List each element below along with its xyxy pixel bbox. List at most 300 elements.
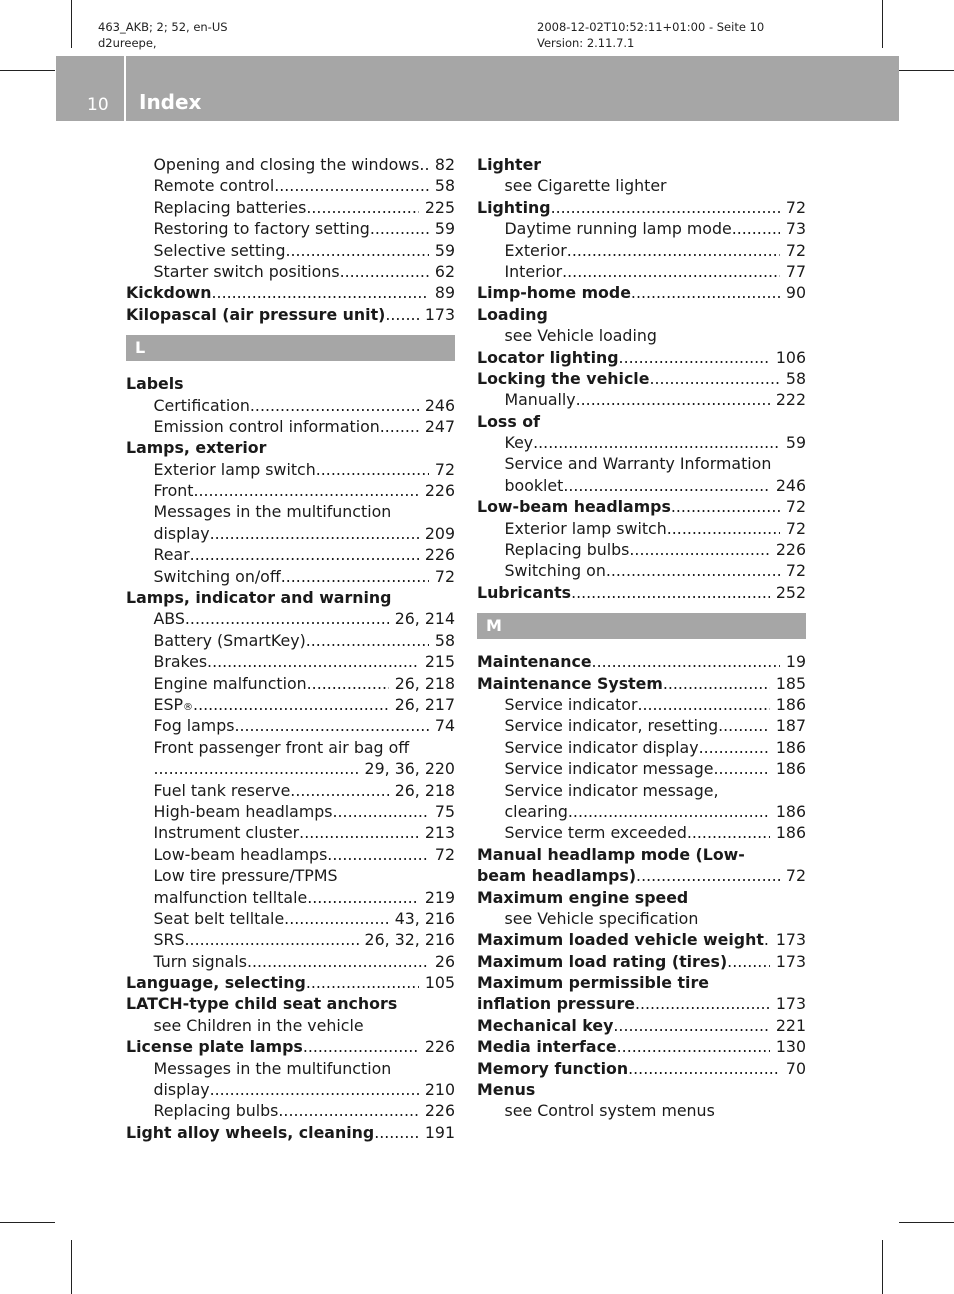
entry-page: 173 [775,951,806,971]
crop-mark [899,1222,954,1223]
meta-line: 2008-12-02T10:52:11+01:00 - Seite 10 [537,20,765,34]
leader-dots [635,993,770,1014]
entry-page: 226 [424,481,455,501]
entry-term: Mechanical key [477,1015,614,1035]
index-entry [477,453,806,474]
index-entry [126,175,455,196]
entry-term: Opening and closing the windows [153,155,420,174]
leader-dots [568,801,770,822]
leader-dots [687,822,770,843]
index-entry [126,801,455,822]
leader-dots [284,908,389,929]
entry-page: 89 [434,283,455,303]
entry-page: 226 [424,1101,455,1121]
leader-dots [234,715,428,736]
entry-page: 106 [775,347,806,367]
index-entry [126,437,455,458]
entry-term: Switching on/off [153,566,281,586]
entry-term: Service indicator message [504,759,714,779]
entry-term: Lighting [477,197,551,217]
index-entry [126,1079,455,1100]
entry-page: 72 [785,197,806,217]
index-entry [477,694,806,715]
index-entry [126,218,455,239]
entry-page: 186 [775,759,806,779]
index-entry [477,218,806,239]
entry-term: Rear [153,545,190,565]
entry-term: Messages in the multifunction [153,1058,392,1078]
index-entry [126,1122,455,1143]
entry-page: 26, 32, 216 [364,930,455,950]
entry-term: Turn signals [153,951,247,971]
index-entry [477,560,806,581]
entry-page: 191 [424,1122,455,1142]
entry-term: display [153,1080,210,1100]
leader-dots [333,801,429,822]
leader-dots [303,1036,419,1057]
entry-term: ABS [153,609,185,629]
index-entry [477,389,806,410]
entry-term: Seat belt telltale [153,908,285,928]
entry-page: 26, 217 [394,694,455,714]
index-entry [477,368,806,389]
section-letter-bar: L [126,335,455,361]
entry-term: see Vehicle specification [504,908,699,928]
entry-term: Language, selecting [126,973,306,993]
index-entry [126,929,455,950]
leader-dots [374,1122,419,1143]
index-entry [477,865,806,886]
index-entry [477,1058,806,1079]
entry-term: see Cigarette lighter [504,176,667,196]
leader-dots [631,282,780,303]
entry-page: 246 [775,475,806,495]
entry-page: 26, 214 [394,609,455,629]
entry-term: Service term exceeded [504,823,687,843]
crop-mark [882,1240,883,1294]
crop-mark [71,1240,72,1294]
index-entry [477,325,806,346]
entry-page: 26, 218 [394,780,455,800]
entry-term: Menus [477,1080,536,1100]
entry-term: Brakes [153,652,208,672]
index-entry [477,475,806,496]
entry-term: ESP [153,694,184,714]
leader-dots [193,694,389,715]
entry-term: Restoring to factory setting [153,219,370,239]
leader-dots [667,518,780,539]
index-entry [477,801,806,822]
entry-term: Loading [477,304,548,324]
entry-term: Starter switch positions [153,261,340,281]
leader-dots [671,496,780,517]
index-entry [126,865,455,886]
index-entry [477,240,806,261]
leader-dots [278,1100,418,1121]
leader-dots [628,1058,780,1079]
entry-page: 90 [785,283,806,303]
entry-term: Lighter [477,155,542,174]
entry-term: Manually [504,390,576,410]
index-entry [126,673,455,694]
index-entry [126,993,455,1014]
leader-dots [247,951,429,972]
entry-term: High-beam headlamps [153,801,333,821]
entry-page: 72 [434,844,455,864]
leader-dots [629,539,769,560]
index-entry [477,496,806,517]
entry-term: Labels [126,374,184,394]
entry-term: Service indicator message, [504,780,719,800]
index-entry [126,1015,455,1036]
entry-term: clearing [504,801,568,821]
entry-term: Loss of [477,411,540,431]
entry-page: 209 [424,523,455,543]
entry-page: 215 [424,652,455,672]
leader-dots [307,673,389,694]
entry-term: Interior [504,261,563,281]
leader-dots [385,304,418,325]
leader-dots [551,197,780,218]
entry-term: Exterior [504,240,567,260]
leader-dots [285,240,428,261]
index-entry [477,304,806,325]
leader-dots [617,1036,770,1057]
leader-dots [699,737,770,758]
index-entry [477,1100,806,1121]
entry-page: 58 [434,630,455,650]
entry-term: Replacing bulbs [504,540,630,560]
entry-page: 72 [434,459,455,479]
entry-page: 210 [424,1080,455,1100]
index-entry [126,608,455,629]
leader-dots [613,1015,769,1036]
entry-list [477,651,806,1122]
leader-dots [567,240,780,261]
index-entry [126,908,455,929]
index-entry [126,758,455,779]
index-entry [477,651,806,672]
crop-mark [71,0,72,48]
entry-term: Media interface [477,1037,617,1057]
entry-term: inflation pressure [477,994,635,1014]
leader-dots [636,865,780,886]
leader-dots [718,715,770,736]
index-entry [126,737,455,758]
index-entry [477,197,806,218]
index-column-left [126,154,455,1143]
entry-page: 226 [775,540,806,560]
entry-page: 19 [785,652,806,672]
leader-dots [299,822,419,843]
entry-page: 186 [775,801,806,821]
entry-term: Selective setting [153,240,286,260]
index-entry [477,908,806,929]
entry-term: Certification [153,395,250,415]
leader-dots [533,432,780,453]
crop-mark [0,70,55,71]
entry-term: Instrument cluster [153,823,300,843]
leader-dots [732,218,780,239]
index-entry [126,154,455,175]
entry-term: Limp-home mode [477,283,631,303]
entry-page: 70 [785,1058,806,1078]
entry-term: Manual headlamp mode (Low- [477,844,745,864]
entry-page: 105 [424,973,455,993]
crop-mark [0,1222,55,1223]
entry-page: 72 [785,240,806,260]
leader-dots [619,347,770,368]
index-entry [126,197,455,218]
leader-dots [190,544,419,565]
entry-page: 59 [785,433,806,453]
index-entry [477,993,806,1014]
index-entry [477,1079,806,1100]
entry-page: 219 [424,887,455,907]
entry-term: Maintenance [477,652,592,672]
entry-page: 58 [434,176,455,196]
entry-page: 185 [775,673,806,693]
index-entry [477,972,806,993]
entry-term: Key [504,433,534,453]
entry-list [126,154,455,325]
entry-page: 74 [434,716,455,736]
index-entry [126,544,455,565]
entry-term: LATCH-type child seat anchors [126,994,398,1014]
entry-term: Service indicator [504,694,638,714]
page-title: Index [139,90,202,114]
entry-term: Remote control [153,176,275,196]
entry-page: 26, 218 [394,673,455,693]
header-divider [124,56,126,121]
leader-dots [307,887,419,908]
leader-dots [419,154,428,175]
index-entry [126,630,455,651]
leader-dots [606,560,780,581]
index-entry [126,1100,455,1121]
index-entry [477,758,806,779]
index-entry [126,240,455,261]
index-entry [126,587,455,608]
entry-page: 43, 216 [394,908,455,928]
entry-page: 59 [434,240,455,260]
index-entry [126,566,455,587]
entry-term: see Control system menus [504,1101,715,1121]
entry-term: Exterior lamp switch [153,459,316,479]
entry-term: Light alloy wheels, cleaning [126,1122,375,1142]
entry-term: Kickdown [126,283,212,303]
leader-dots [274,175,429,196]
entry-page: 62 [434,261,455,281]
entry-term: Replacing bulbs [153,1101,279,1121]
entry-term: Memory function [477,1058,629,1078]
entry-page: 187 [775,716,806,736]
entry-page: 77 [785,261,806,281]
entry-page: 186 [775,694,806,714]
leader-dots [327,844,429,865]
entry-page: 226 [424,1037,455,1057]
entry-page: 26 [434,951,455,971]
entry-term: Front [153,481,194,501]
entry-term: Service and Warranty Information [504,454,772,474]
leader-dots [306,630,429,651]
index-entry [477,539,806,560]
index-entry [126,282,455,303]
entry-term: Messages in the multifunction [153,502,392,522]
leader-dots [637,694,769,715]
index-entry [477,282,806,303]
entry-page: 173 [775,930,806,950]
leader-dots [576,389,770,410]
entry-term: Maximum engine speed [477,887,689,907]
print-meta-left [98,19,228,51]
index-entry [126,261,455,282]
entry-term: Lubricants [477,582,572,602]
entry-page: 226 [424,545,455,565]
entry-page: 72 [785,866,806,886]
entry-page: 247 [424,416,455,436]
entry-term: booklet [504,475,564,495]
leader-dots [185,608,389,629]
index-entry [126,951,455,972]
entry-page: 186 [775,737,806,757]
entry-term: see Children in the vehicle [153,1015,364,1035]
meta-line: 463_AKB; 2; 52, en-US [98,20,228,34]
entry-term: malfunction telltale [153,887,308,907]
index-entry [126,822,455,843]
entry-term: Locking the vehicle [477,368,650,388]
entry-page: 173 [424,304,455,324]
index-entry [477,1015,806,1036]
entry-page: 72 [785,518,806,538]
index-entry [126,501,455,522]
entry-page: 29, 36, 220 [364,759,455,779]
leader-dots [185,929,359,950]
index-entry [126,480,455,501]
entry-page: 186 [775,823,806,843]
entry-term: Front passenger front air bag off [153,737,410,757]
index-entry [126,844,455,865]
crop-mark [899,70,954,71]
index-entry [477,822,806,843]
leader-dots [380,416,419,437]
index-entry [126,304,455,325]
leader-dots [713,758,769,779]
entry-term: Service indicator, resetting [504,716,719,736]
index-entry [477,929,806,950]
index-entry [126,416,455,437]
leader-dots [340,261,429,282]
leader-dots [212,282,429,303]
entry-term: beam headlamps) [477,866,637,886]
entry-page: 252 [775,582,806,602]
entry-term: License plate lamps [126,1037,303,1057]
leader-dots [316,459,429,480]
entry-term: Service indicator display [504,737,699,757]
leader-dots [210,523,419,544]
index-entry [126,373,455,394]
entry-term: Switching on [504,561,606,581]
leader-dots [592,651,780,672]
entry-term: Emission control information [153,416,380,436]
index-entry [126,715,455,736]
index-entry [477,175,806,196]
entry-term: Battery (SmartKey) [153,630,306,650]
entry-page: 82 [434,155,455,174]
leader-dots [727,951,770,972]
entry-term: Daytime running lamp mode [504,219,732,239]
index-entry [477,518,806,539]
meta-line: Version: 2.11.7.1 [537,36,635,50]
leader-dots [306,972,419,993]
entry-term: Low tire pressure/TPMS [153,866,338,886]
section-letter-bar: M [477,613,806,639]
entry-term: Replacing batteries [153,197,307,217]
entry-term: Maintenance System [477,673,663,693]
leader-dots [193,480,418,501]
index-entry [126,395,455,416]
index-entry [126,651,455,672]
entry-term: Maximum load rating (tires) [477,951,728,971]
index-entry [477,780,806,801]
entry-term: Fuel tank reserve [153,780,291,800]
entry-term: Maximum loaded vehicle weight [477,930,764,950]
index-entry [477,411,806,432]
leader-dots [250,395,419,416]
index-column-right [477,154,806,1122]
entry-page: 225 [424,197,455,217]
leader-dots [370,218,429,239]
index-entry [126,887,455,908]
index-entry [477,715,806,736]
index-entry [477,887,806,908]
entry-term: SRS [153,930,185,950]
entry-page: 130 [775,1037,806,1057]
index-entry [126,459,455,480]
leader-dots [649,368,779,389]
print-meta-right [537,19,764,51]
leader-dots [306,197,418,218]
index-entry [477,951,806,972]
leader-dots [154,758,359,779]
leader-dots [207,651,419,672]
entry-page: 221 [775,1015,806,1035]
index-entry [477,347,806,368]
index-entry [126,780,455,801]
entry-list [477,154,806,603]
leader-dots [571,582,770,603]
index-entry [477,673,806,694]
entry-page: 75 [434,801,455,821]
page-number: 10 [87,95,109,115]
index-entry [477,737,806,758]
entry-list [126,373,455,1143]
entry-term: display [153,523,210,543]
entry-page: 72 [785,561,806,581]
entry-term: Locator lighting [477,347,619,367]
entry-term: Lamps, exterior [126,438,267,458]
index-entry [126,1036,455,1057]
index-entry [477,154,806,175]
entry-page: 73 [785,219,806,239]
entry-page: 173 [775,994,806,1014]
crop-mark [882,0,883,48]
entry-term: Lamps, indicator and warning [126,588,392,608]
entry-page: 72 [785,497,806,517]
entry-page: 213 [424,823,455,843]
meta-line: d2ureepe, [98,36,157,50]
leader-dots [563,475,770,496]
